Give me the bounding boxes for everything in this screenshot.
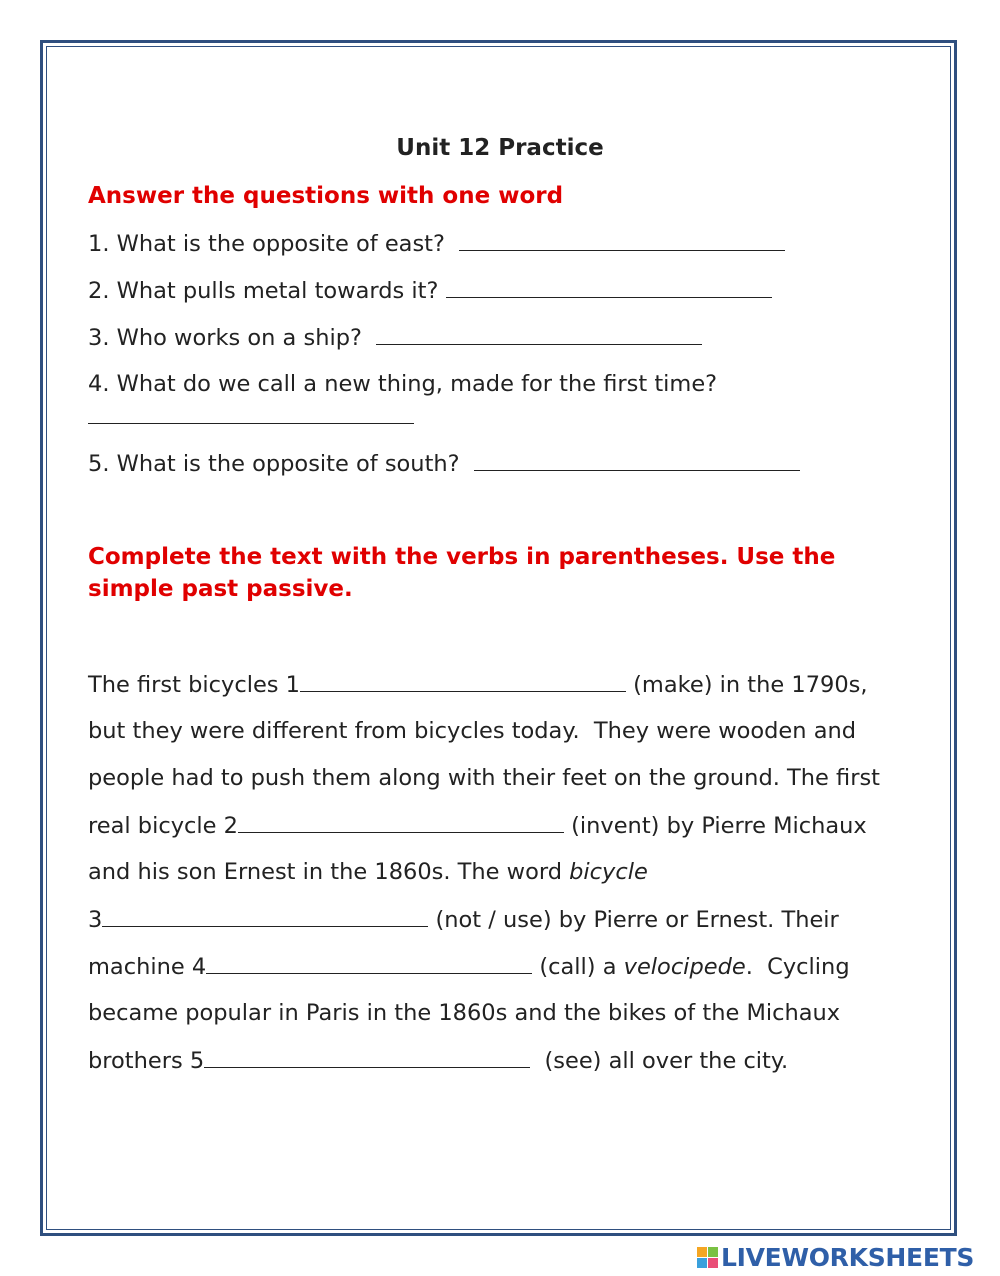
text-fragment: (invent) by Pierre Michaux	[563, 813, 867, 839]
gap-blank-1[interactable]	[300, 669, 626, 692]
logo-text: LIVEWORKSHEETS	[721, 1242, 975, 1272]
text-line-8: became popular in Paris in the 1860s and the bikes of the Michaux	[88, 1000, 841, 1026]
question-text: What is the opposite of east?	[116, 231, 445, 257]
italic-word: bicycle	[569, 859, 648, 885]
question-number: 4.	[88, 371, 110, 397]
question-text: What pulls metal towards it?	[116, 278, 439, 304]
answer-blank-5[interactable]	[474, 448, 800, 471]
question-1	[88, 228, 785, 259]
text-line-1	[88, 669, 868, 700]
question-number: 1.	[88, 231, 110, 257]
text-fragment: (see) all over the city.	[530, 1048, 789, 1074]
gap-blank-5[interactable]	[204, 1045, 530, 1068]
question-4-answer-line	[88, 401, 414, 432]
section2-heading-line1: Complete the text with the verbs in parentheses. Use the	[88, 544, 836, 570]
italic-word: velocipede	[623, 954, 746, 980]
logo-blocks-icon	[697, 1247, 718, 1268]
section1-heading: Answer the questions with one word	[88, 183, 564, 209]
text-line-6	[88, 904, 839, 935]
text-fragment: 3	[88, 907, 103, 933]
question-number: 5.	[88, 451, 110, 477]
answer-blank-2[interactable]	[446, 275, 772, 298]
gap-blank-3[interactable]	[102, 904, 428, 927]
text-line-2: but they were different from bicycles today. They were wooden and	[88, 718, 857, 744]
text-line-7	[88, 951, 850, 982]
answer-blank-3[interactable]	[376, 322, 702, 345]
text-fragment: machine 4	[88, 954, 207, 980]
question-3	[88, 322, 702, 353]
text-fragment: real bicycle 2	[88, 813, 238, 839]
question-text: Who works on a ship?	[116, 325, 362, 351]
question-number: 3.	[88, 325, 110, 351]
text-fragment: The first bicycles 1	[88, 672, 300, 698]
text-fragment: and his son Ernest in the 1860s. The word	[88, 859, 570, 885]
text-fragment: (not / use) by Pierre or Ernest. Their	[428, 907, 839, 933]
gap-blank-4[interactable]	[206, 951, 532, 974]
answer-blank-4[interactable]	[88, 401, 414, 424]
text-fragment: . Cycling	[745, 954, 850, 980]
section2-heading-line2: simple past passive.	[88, 576, 353, 602]
question-text: What do we call a new thing, made for the first time?	[116, 371, 718, 397]
text-line-4	[88, 810, 867, 841]
text-line-3: people had to push them along with their feet on the ground. The first	[88, 765, 880, 791]
liveworksheets-logo[interactable]	[697, 1242, 974, 1272]
question-number: 2.	[88, 278, 110, 304]
text-fragment: (make) in the 1790s,	[626, 672, 868, 698]
text-fragment: (call) a	[532, 954, 624, 980]
question-2	[88, 275, 772, 306]
question-text: What is the opposite of south?	[116, 451, 460, 477]
answer-blank-1[interactable]	[459, 228, 785, 251]
gap-blank-2[interactable]	[238, 810, 564, 833]
page-title: Unit 12 Practice	[396, 135, 604, 161]
question-4	[88, 369, 717, 399]
text-fragment: brothers 5	[88, 1048, 205, 1074]
question-5	[88, 448, 800, 479]
text-line-9	[88, 1045, 788, 1076]
text-line-5	[88, 857, 648, 887]
